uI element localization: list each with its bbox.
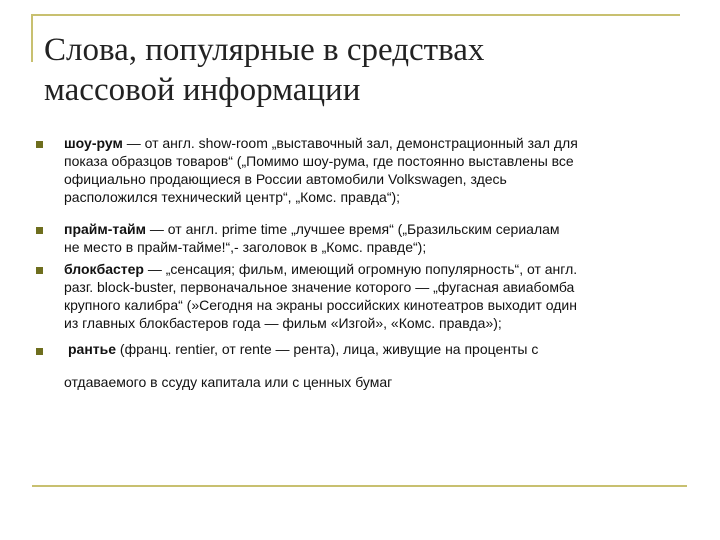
square-bullet-icon [36,227,43,234]
definition-line: — „сенсация; фильм, имеющий огромную популярность“, от англ. [143,261,578,277]
footer-rule [32,485,687,487]
definition-line: не место в прайм-тайме!“,- заголовок в „Комс. правде“); [64,239,427,255]
slide-title [44,30,644,110]
title-line-1: Слова, популярные в средствах [44,32,485,68]
term: прайм-тайм [64,221,147,237]
square-bullet-icon [36,141,43,148]
definition-line: (франц. rentier, от rente — рента), лица, живущие на проценты с [116,341,539,357]
title-line-2: массовой информации [44,72,361,108]
bullet-text [64,260,664,332]
term: рантье [68,341,117,357]
definition-line: крупного калибра“ (»Сегодня на экраны российских кинотеатров выходит один [64,297,577,313]
definition-line: — от англ. show-room „выставочный зал, демонстрационный зал для [122,135,578,151]
definition-line: из главных блокбастеров года — фильм «Изгой», «Комс. правда»); [64,315,502,331]
term: блокбастер [64,261,144,277]
definition-line: официально продающиеся в России автомобили Volkswagen, здесь [64,171,507,187]
title-accent-vertical-rule [31,14,33,62]
square-bullet-icon [36,348,43,355]
definition-line: разг. block-buster, первоначальное значение которого — „фугасная авиабомба [64,279,575,295]
continuation-text: отдаваемого в ссуду капитала или с ценных бумаг [64,374,393,390]
bullet-text [64,134,664,206]
square-bullet-icon [36,267,43,274]
definition-line: показа образцов товаров“ („Помимо шоу-рума, где постоянно выставлены все [64,153,574,169]
title-accent-horizontal-rule [32,14,680,16]
definition-line: — от англ. prime time „лучшее время“ („Бразильским сериалам [146,221,560,237]
bullet-text [68,340,668,358]
bullet-text [64,220,664,256]
definition-line: расположился технический центр“, „Комс. правда“); [64,189,401,205]
term: шоу-рум [64,135,123,151]
